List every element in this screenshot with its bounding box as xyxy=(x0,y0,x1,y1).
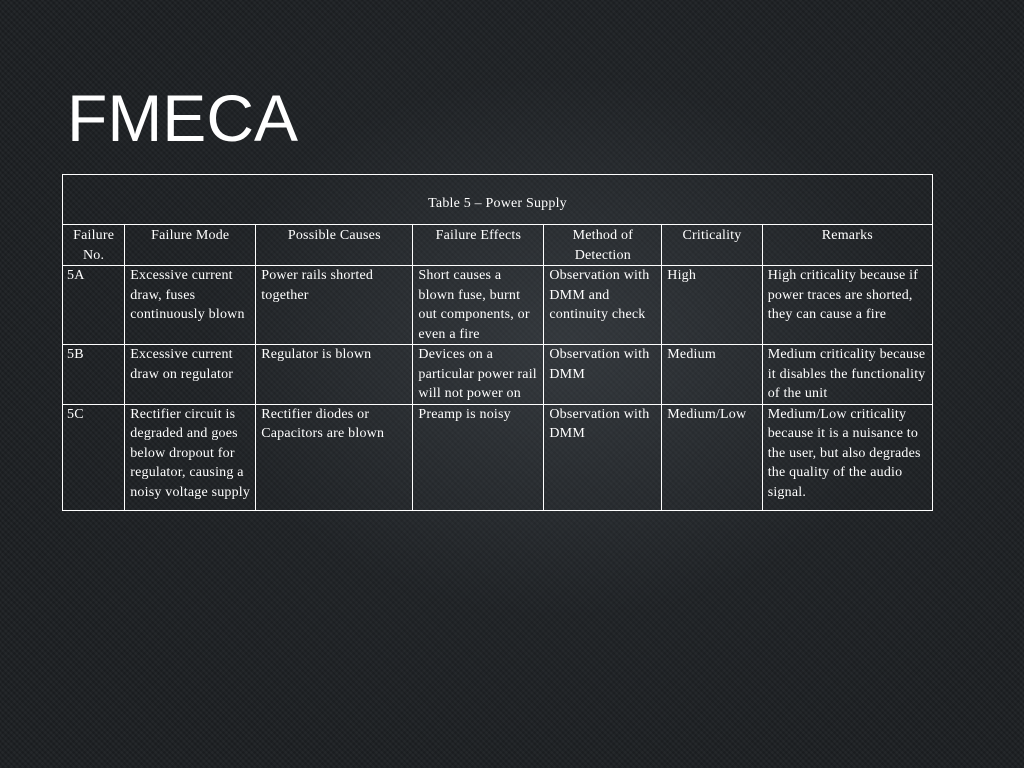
failure-no-cell: 5A xyxy=(63,266,125,345)
failure-mode-cell: Rectifier circuit is degraded and goes below dropout for regulator, causing a noisy voltage supply xyxy=(125,404,256,511)
failure-effects-cell: Preamp is noisy xyxy=(413,404,544,511)
failure-no-cell: 5B xyxy=(63,345,125,405)
table-row xyxy=(63,266,933,345)
header-criticality: Criticality xyxy=(662,225,762,266)
possible-causes-cell: Rectifier diodes or Capacitors are blown xyxy=(256,404,413,511)
detection-method-cell: Observation with DMM and continuity check xyxy=(544,266,662,345)
detection-method-cell: Observation with DMM xyxy=(544,404,662,511)
table-row xyxy=(63,345,933,405)
header-possible-causes: Possible Causes xyxy=(256,225,413,266)
failure-no-cell: 5C xyxy=(63,404,125,511)
fmeca-table xyxy=(62,174,933,511)
header-failure-effects: Failure Effects xyxy=(413,225,544,266)
failure-mode-cell: Excessive current draw on regulator xyxy=(125,345,256,405)
header-method-of-detection: Method of Detection xyxy=(544,225,662,266)
table-row xyxy=(63,404,933,511)
table-header-row xyxy=(63,225,933,266)
slide-title: FMECA xyxy=(67,81,298,155)
table-caption-row xyxy=(63,175,933,225)
criticality-cell: High xyxy=(662,266,762,345)
detection-method-cell: Observation with DMM xyxy=(544,345,662,405)
remarks-cell: High criticality because if power traces are shorted, they can cause a fire xyxy=(762,266,932,345)
header-failure-mode: Failure Mode xyxy=(125,225,256,266)
remarks-cell: Medium criticality because it disables the functionality of the unit xyxy=(762,345,932,405)
remarks-cell: Medium/Low criticality because it is a nuisance to the user, but also degrades the quality of the audio signal. xyxy=(762,404,932,511)
possible-causes-cell: Power rails shorted together xyxy=(256,266,413,345)
criticality-cell: Medium xyxy=(662,345,762,405)
possible-causes-cell: Regulator is blown xyxy=(256,345,413,405)
failure-effects-cell: Devices on a particular power rail will not power on xyxy=(413,345,544,405)
table-caption: Table 5 – Power Supply xyxy=(63,175,933,225)
criticality-cell: Medium/Low xyxy=(662,404,762,511)
header-remarks: Remarks xyxy=(762,225,932,266)
header-failure-no: Failure No. xyxy=(63,225,125,266)
failure-effects-cell: Short causes a blown fuse, burnt out components, or even a fire xyxy=(413,266,544,345)
failure-mode-cell: Excessive current draw, fuses continuously blown xyxy=(125,266,256,345)
